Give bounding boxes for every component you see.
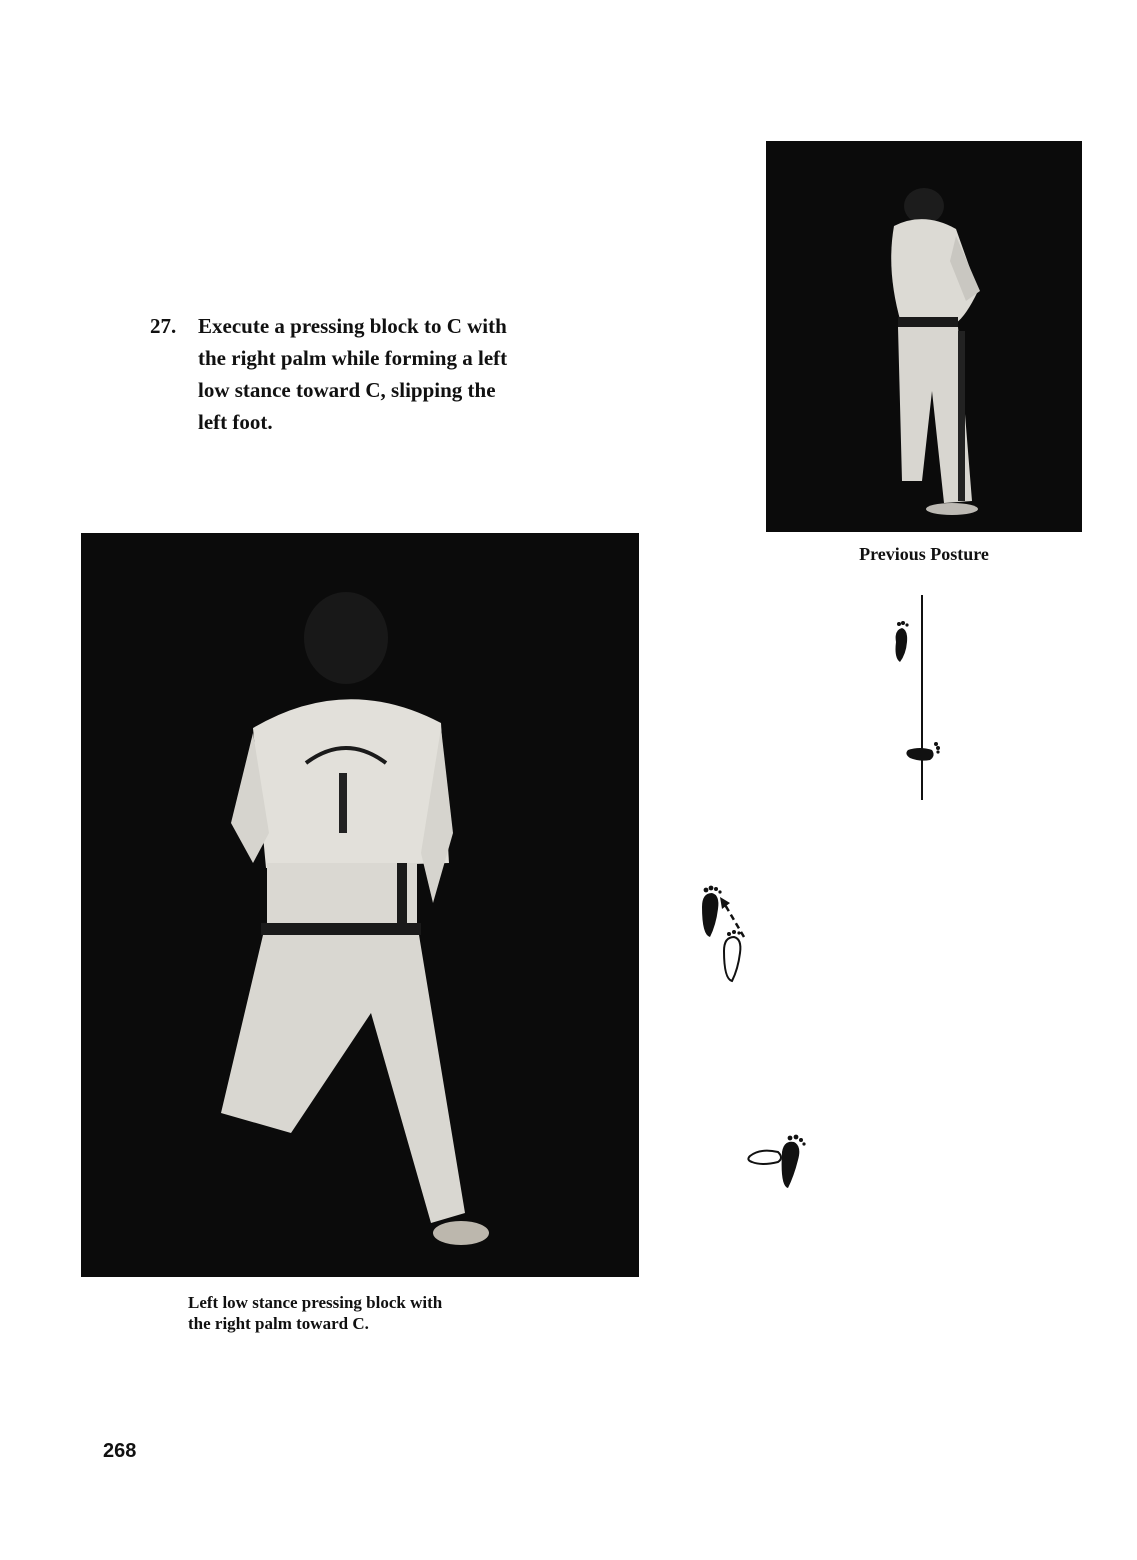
instruction-line: the right palm while forming a left (198, 346, 508, 370)
arrow-icon (720, 897, 730, 909)
previous-posture-caption: Previous Posture (859, 544, 989, 564)
instruction-line: low stance toward C, slipping the (198, 378, 496, 402)
caption-line: the right palm toward C. (188, 1314, 369, 1333)
main-posture-photo (81, 533, 639, 1277)
page-number: 268 (103, 1440, 137, 1462)
instruction-line: Execute a pressing block to C with (198, 314, 507, 338)
instruction-line: left foot. (198, 410, 273, 434)
instruction-text (198, 310, 590, 438)
previous-stance-diagram (880, 590, 950, 805)
main-posture-figure (81, 533, 639, 1277)
footprint-icon (702, 886, 722, 937)
main-posture-caption (188, 1292, 568, 1334)
foot-slip-diagram (692, 885, 762, 990)
previous-posture-figure (766, 141, 1082, 532)
caption-line: Left low stance pressing block with (188, 1293, 443, 1312)
footprint-icon (896, 621, 909, 662)
footprint-icon (782, 1135, 806, 1188)
previous-posture-photo (766, 141, 1082, 532)
footprint-outline-icon (748, 1151, 781, 1164)
step-number: 27. (150, 314, 177, 338)
instruction-block (150, 310, 590, 438)
current-stance-diagram (744, 1130, 814, 1195)
footprint-icon (906, 742, 940, 761)
footprint-outline-icon (724, 930, 741, 981)
